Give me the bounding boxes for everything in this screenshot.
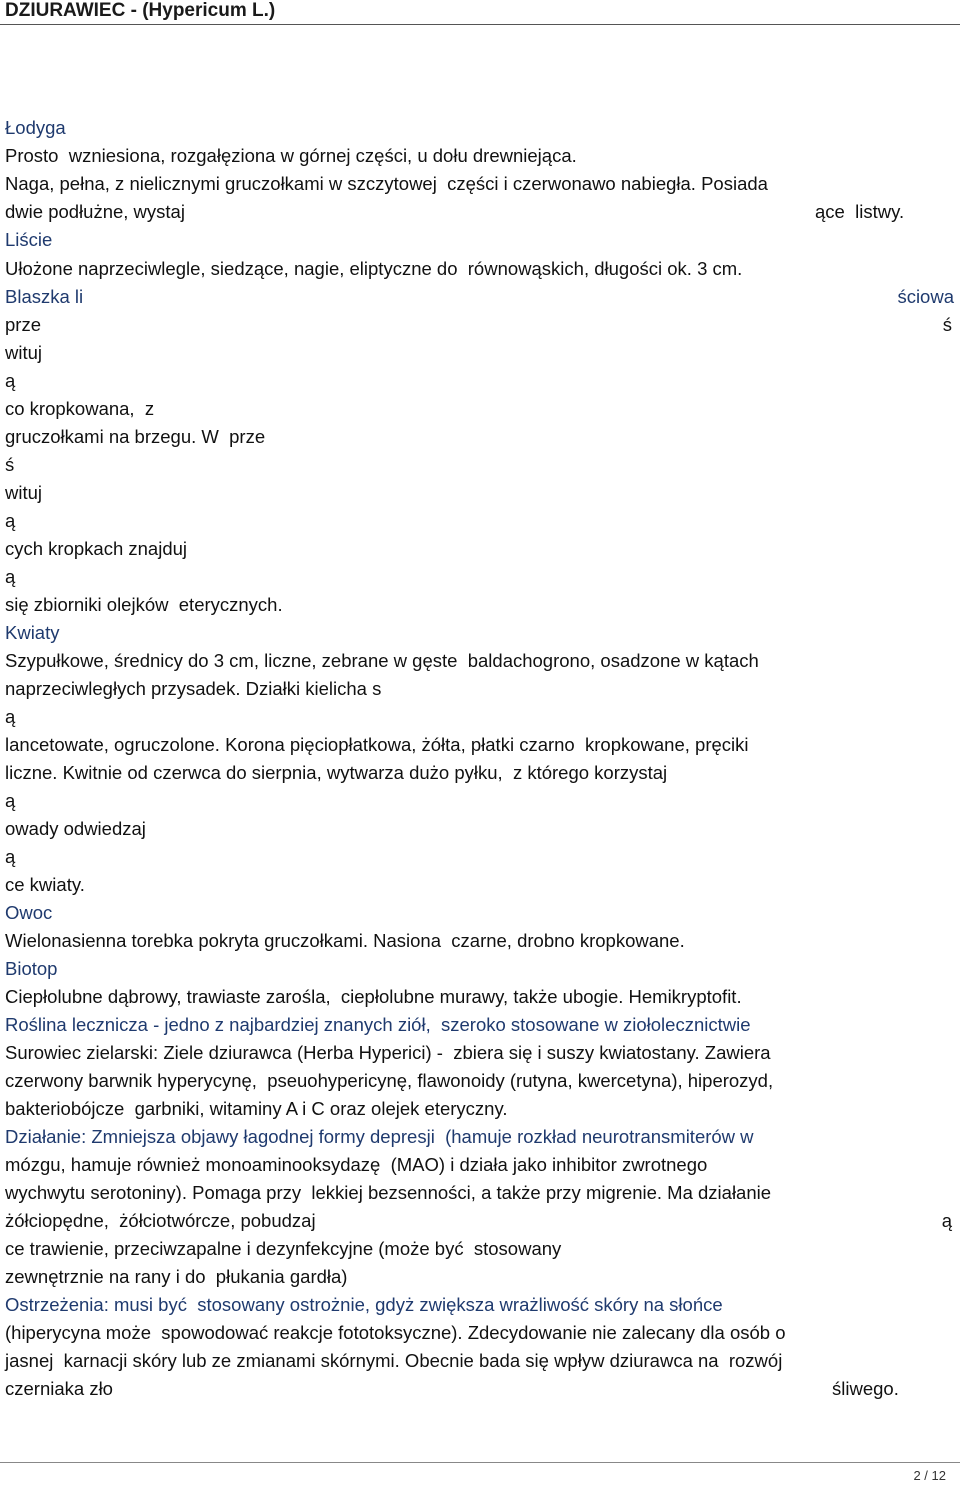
page-number: 2 / 12 [913,1468,946,1483]
text-line: Naga, pełna, z nielicznymi gruczołkami w szczytowej części i czerwonawo nabiegła. Posiada [5,173,768,194]
text-line: jasnej karnacji skóry lub ze zmianami skórnymi. Obecnie bada się wpływ dziurawca na rozwój [5,1350,783,1371]
text-line: czerwony barwnik hyperycynę, pseuohypericynę, flawonoidy (rutyna, kwercetyna), hiperozyd, [5,1070,774,1091]
section-heading-kwiaty: Kwiaty [5,622,60,643]
text-line: Surowiec zielarski: Ziele dziurawca (Herba Hyperici) - zbiera się i suszy kwiatostany. Zawiera [5,1042,771,1063]
text-line-fragment: śliwego. [832,1378,899,1399]
page-header [0,0,960,25]
text-line: Roślina lecznicza - jedno z najbardziej znanych ziół, szeroko stosowane w ziołolecznictwie [5,1014,751,1035]
text-line: czerniaka zło [5,1378,113,1399]
text-line: ą [5,846,16,867]
text-line: się zbiorniki olejków eterycznych. [5,594,283,615]
footer-divider [0,1462,960,1463]
text-line: ą [5,790,16,811]
text-line: ą [5,706,16,727]
text-line: Wielonasienna torebka pokryta gruczołkami. Nasiona czarne, drobno kropkowane. [5,930,685,951]
text-line: prze [5,314,41,335]
text-line: wituj [5,482,43,503]
text-line: żółciopędne, żółciotwórcze, pobudzaj [5,1210,316,1231]
text-line: owady odwiedzaj [5,818,146,839]
text-line-fragment: ściowa [897,286,954,307]
text-line-fragment: ące listwy. [815,201,905,222]
text-line: ś [5,454,15,475]
document-title: DZIURAWIEC - (Hypericum L.) [5,0,276,21]
text-line: wituj [5,342,43,363]
text-line: dwie podłużne, wystaj [5,201,185,222]
text-line: Ciepłolubne dąbrowy, trawiaste zarośla, ciepłolubne murawy, także ubogie. Hemikryptofit. [5,986,742,1007]
header-divider [0,24,960,25]
text-line: Prosto wzniesiona, rozgałęziona w górnej części, u dołu drewniejąca. [5,145,577,166]
section-heading-owoc: Owoc [5,902,53,923]
text-line: ą [5,370,16,391]
section-heading-liscie: Liście [5,229,53,250]
text-line: ce kwiaty. [5,874,85,895]
text-line-fragment: ą [941,1210,952,1231]
text-line: ą [5,510,16,531]
text-line: naprzeciwległych przysadek. Działki kielicha s [5,678,382,699]
text-line: zewnętrznie na rany i do płukania gardła) [5,1266,348,1287]
text-line-fragment: ś [942,314,952,335]
text-line: Blaszka li [5,286,84,307]
text-line: bakteriobójcze garbniki, witaminy A i C oraz olejek eteryczny. [5,1098,508,1119]
text-line: mózgu, hamuje również monoaminooksydazę (MAO) i działa jako inhibitor zwrotnego [5,1154,708,1175]
text-line: liczne. Kwitnie od czerwca do sierpnia, wytwarza dużo pyłku, z którego korzystaj [5,762,668,783]
text-line: Działanie: Zmniejsza objawy łagodnej formy depresji (hamuje rozkład neurotransmiterów w [5,1126,754,1147]
text-line: (hiperycyna może spowodować reakcje fototoksyczne). Zdecydowanie nie zalecany dla osób o [5,1322,786,1343]
text-line: ce trawienie, przeciwzapalne i dezynfekcyjne (może być stosowany [5,1238,562,1259]
text-line: cych kropkach znajduj [5,538,188,559]
text-line: gruczołkami na brzegu. W prze [5,426,266,447]
section-heading-biotop: Biotop [5,958,58,979]
text-line: ą [5,566,16,587]
text-line: Ostrzeżenia: musi być stosowany ostrożnie, gdyż zwiększa wrażliwość skóry na słońce [5,1294,723,1315]
text-line: wychwytu serotoniny). Pomaga przy lekkiej bezsenności, a także przy migrenie. Ma działanie [5,1182,772,1203]
section-heading-lodyga: Łodyga [5,117,66,138]
text-line: lancetowate, ogruczolone. Korona pięciopłatkowa, żółta, płatki czarno kropkowane, pręciki [5,734,749,755]
text-line: Szypułkowe, średnicy do 3 cm, liczne, zebrane w gęste baldachogrono, osadzone w kątach [5,650,759,671]
text-line: co kropkowana, z [5,398,155,419]
text-line: Ułożone naprzeciwlegle, siedzące, nagie, eliptyczne do równowąskich, długości ok. 3 cm. [5,258,743,279]
